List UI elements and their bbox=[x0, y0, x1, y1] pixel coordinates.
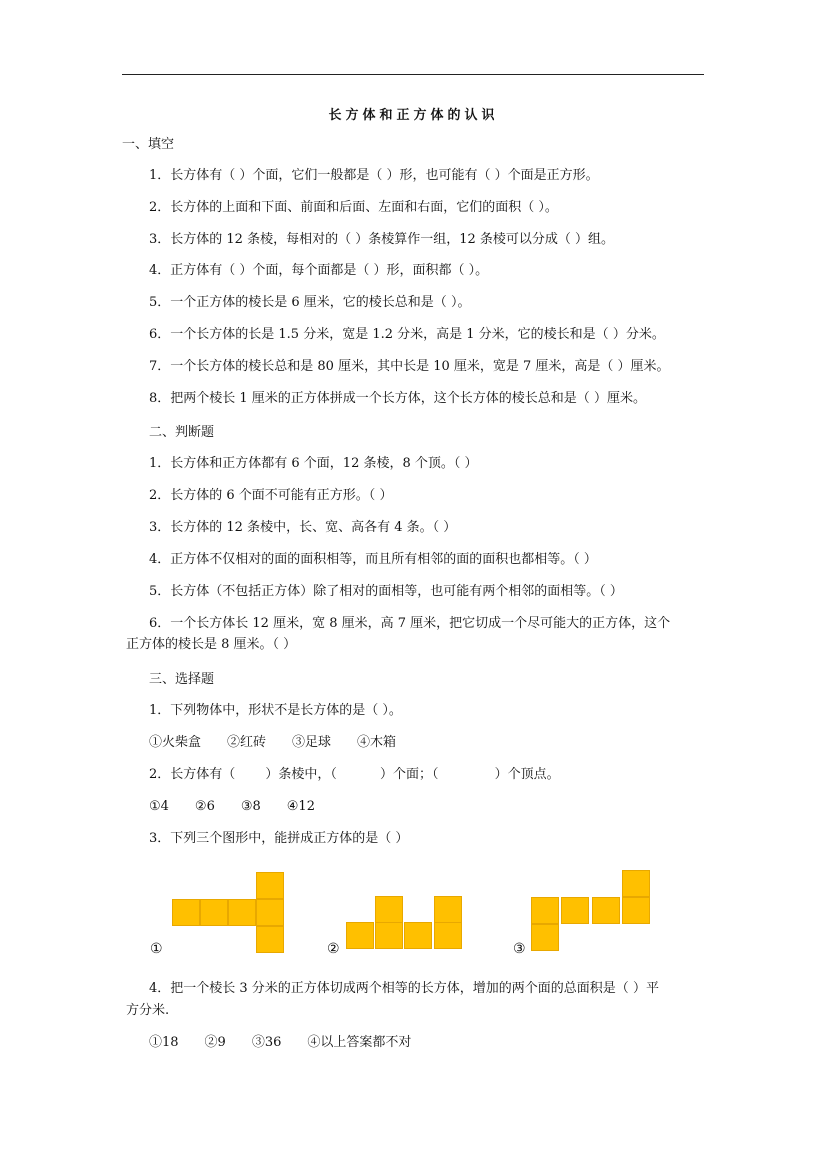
net-square bbox=[404, 922, 432, 949]
net-square bbox=[531, 924, 559, 951]
judge-item-3: 3．长方体的 12 条棱中，长、宽、高各有 4 条。（ ） bbox=[149, 520, 457, 535]
net-square bbox=[256, 926, 284, 953]
fill-item-8: 8．把两个棱长 1 厘米的正方体拼成一个长方体，这个长方体的棱长总和是（ ）厘米。 bbox=[149, 391, 646, 406]
judge-item-6-line2: 正方体的棱长是 8 厘米。（ ） bbox=[126, 637, 297, 652]
net-label-1: ① bbox=[150, 941, 163, 957]
net-square bbox=[622, 897, 650, 924]
net-square bbox=[346, 922, 374, 949]
net-square bbox=[531, 897, 559, 924]
judge-item-2: 2．长方体的 6 个面不可能有正方形。（ ） bbox=[149, 488, 393, 503]
choice-q4-options: ①18 ②9 ③36 ④以上答案都不对 bbox=[149, 1035, 412, 1050]
net-label-2: ② bbox=[327, 941, 340, 957]
net-square bbox=[375, 896, 403, 923]
section-heading-true-false: 二、判断题 bbox=[149, 425, 215, 440]
net-square bbox=[592, 897, 620, 924]
header-rule bbox=[122, 74, 704, 75]
net-square bbox=[561, 897, 589, 924]
net-square bbox=[228, 899, 256, 926]
judge-item-4: 4．正方体不仅相对的面的面积相等，而且所有相邻的面的面积也都相等。（ ） bbox=[149, 552, 597, 567]
judge-item-1: 1．长方体和正方体都有 6 个面，12 条棱，8 个顶。（ ） bbox=[149, 456, 478, 471]
net-square bbox=[434, 922, 462, 949]
net-square bbox=[622, 870, 650, 897]
net-square bbox=[256, 872, 284, 899]
net-square bbox=[375, 922, 403, 949]
section-heading-fill-blank: 一、填空 bbox=[122, 137, 175, 152]
choice-q2: 2．长方体有（ ）条棱中，（ ）个面；（ ）个顶点。 bbox=[149, 767, 560, 782]
fill-item-1: 1．长方体有（ ）个面，它们一般都是（ ）形，也可能有（ ）个面是正方形。 bbox=[149, 168, 599, 183]
net-label-3: ③ bbox=[513, 941, 526, 957]
choice-q1-options: ①火柴盒 ②红砖 ③足球 ④木箱 bbox=[149, 735, 397, 750]
choice-q3: 3．下列三个图形中，能拼成正方体的是（ ） bbox=[149, 831, 409, 846]
page-title: 长方体和正方体的认识 bbox=[328, 108, 499, 123]
choice-q2-options: ①4 ②6 ③8 ④12 bbox=[149, 799, 315, 814]
fill-item-2: 2．长方体的上面和下面、前面和后面、左面和右面，它们的面积（ ）。 bbox=[149, 200, 558, 215]
fill-item-5: 5．一个正方体的棱长是 6 厘米，它的棱长总和是（ ）。 bbox=[149, 295, 471, 310]
net-square bbox=[172, 899, 200, 926]
section-heading-multiple-choice: 三、选择题 bbox=[149, 672, 215, 687]
fill-item-3: 3．长方体的 12 条棱，每相对的（ ）条棱算作一组，12 条棱可以分成（ ）组。 bbox=[149, 232, 615, 247]
judge-item-6-line1: 6．一个长方体长 12 厘米，宽 8 厘米，高 7 厘米，把它切成一个尽可能大的正方体，这个 bbox=[149, 616, 671, 631]
fill-item-7: 7．一个长方体的棱长总和是 80 厘米，其中长是 10 厘米，宽是 7 厘米，高是（ ）厘米。 bbox=[149, 359, 670, 374]
judge-item-5: 5．长方体（不包括正方体）除了相对的面相等，也可能有两个相邻的面相等。（ ） bbox=[149, 584, 623, 599]
choice-q1: 1．下列物体中，形状不是长方体的是（ ）。 bbox=[149, 703, 402, 718]
fill-item-6: 6．一个长方体的长是 1.5 分米，宽是 1.2 分米，高是 1 分米，它的棱长和是（ ）分米。 bbox=[149, 327, 665, 342]
net-square bbox=[434, 896, 462, 923]
net-square bbox=[200, 899, 228, 926]
net-square bbox=[256, 899, 284, 926]
choice-q4-line2: 方分米. bbox=[126, 1003, 170, 1018]
fill-item-4: 4．正方体有（ ）个面，每个面都是（ ）形，面积都（ ）。 bbox=[149, 263, 489, 278]
choice-q4-line1: 4．把一个棱长 3 分米的正方体切成两个相等的长方体，增加的两个面的总面积是（ ）平 bbox=[149, 981, 659, 996]
